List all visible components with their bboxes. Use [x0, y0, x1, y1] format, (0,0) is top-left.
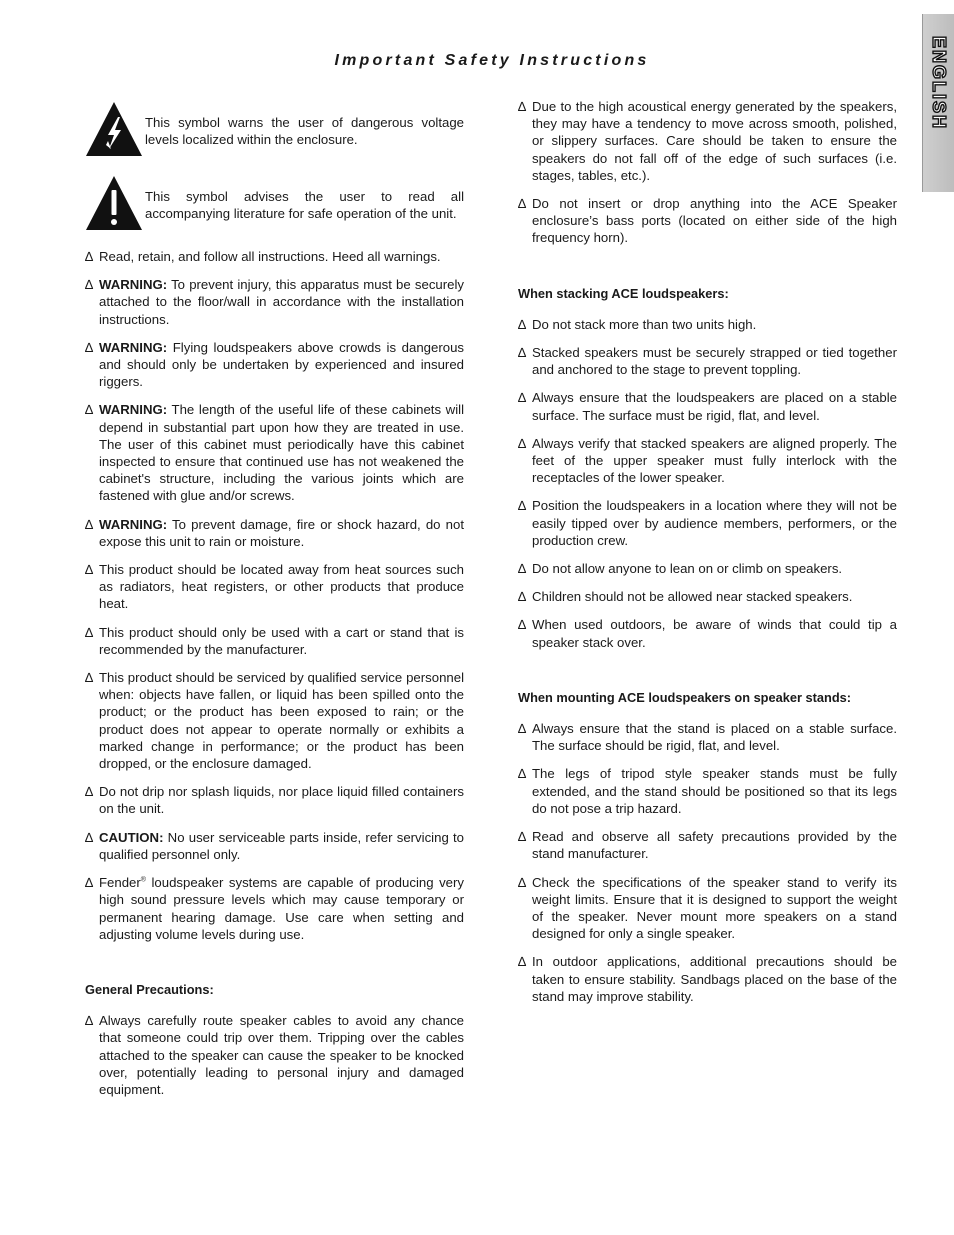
item-text: This product should only be used with a cart or stand that is recommended by the manufacturer.: [99, 624, 464, 657]
registered-mark: ®: [140, 876, 146, 884]
warning-label: WARNING:: [99, 516, 168, 532]
stacking-item: [518, 316, 897, 333]
bullet-triangle: ∆: [518, 99, 527, 114]
mounting-item: [518, 765, 897, 817]
symbol-literature-text: This symbol advises the user to read all accompanying literature for safe operation of the unit.: [145, 189, 464, 222]
item-text: The length of the useful life of these cabinets will depend in substantial part upon how they are treated in use. The user of this cabinet must periodically have this cabinet inspected to ensure that continued use has not weakened the cabinet's structure, including the various joints which are fastened with glue and/or screws.: [99, 402, 464, 504]
bullet-triangle: ∆: [85, 1013, 94, 1029]
bullet-triangle: ∆: [518, 196, 527, 212]
stacking-item: [518, 344, 897, 378]
language-tab: [922, 14, 954, 192]
safety-item: [85, 783, 464, 817]
bullet-triangle: ∆: [85, 402, 94, 418]
item-text: This product should be serviced by qualified service personnel when: objects have fallen, or liquid has been spilled onto the product; or the product has been exposed to rain; or the product does not appear to operate normally or exhibits a marked change in performance; or the product has been dropped, or the enclosure damaged.: [99, 670, 464, 772]
precaution-item: [518, 98, 897, 184]
precaution-item: [518, 195, 897, 247]
safety-item: [85, 339, 464, 391]
stacking-heading: When stacking ACE loudspeakers:: [518, 285, 729, 301]
bullet-triangle: ∆: [518, 721, 527, 737]
language-tab-label: ENGLISH: [929, 36, 949, 131]
precaution-item: [85, 1012, 464, 1098]
item-text: Always carefully route speaker cables to avoid any chance that someone could trip over them. Tripping over the cables attached to the speaker can cause the speaker to be knocked over, potentially leading to personal injury and damaged equipment.: [99, 1013, 464, 1097]
brand-name: Fender: [99, 875, 141, 891]
item-text: The legs of tripod style speaker stands must be fully extended, and the stand should be positioned so that its legs do not pose a trip hazard.: [532, 766, 897, 816]
bullet-triangle: ∆: [85, 339, 94, 355]
item-text: Position the loudspeakers in a location where they will not be easily tipped over by audience members, performers, or the production crew.: [532, 498, 897, 548]
bullet-triangle: ∆: [518, 766, 527, 782]
item-text: Flying loudspeakers above crowds is dangerous and should only be undertaken by experienced and insured riggers.: [99, 339, 464, 390]
general-precautions-heading: General Precautions:: [85, 981, 214, 997]
bullet-triangle: ∆: [85, 670, 94, 686]
bullet-triangle: ∆: [85, 249, 94, 264]
fender-spl-item: [85, 874, 464, 943]
bullet-triangle: ∆: [518, 345, 527, 361]
stacking-item: [518, 616, 897, 650]
mounting-item: [518, 828, 897, 862]
bullet-triangle: ∆: [85, 624, 94, 640]
bullet-triangle: ∆: [518, 498, 527, 514]
safety-item: [85, 669, 464, 772]
bullet-triangle: ∆: [85, 277, 94, 293]
warning-label: WARNING:: [99, 277, 168, 293]
item-text: No user serviceable parts inside, refer servicing to qualified personnel only.: [99, 829, 464, 862]
safety-item: [85, 516, 464, 550]
stacking-item: [518, 497, 897, 549]
bullet-triangle: ∆: [518, 390, 527, 406]
page-title: Important Safety Instructions: [334, 52, 650, 69]
safety-item: [85, 829, 464, 863]
mounting-item: [518, 874, 897, 943]
bullet-triangle: ∆: [518, 316, 527, 332]
item-text: Due to the high acoustical energy generated by the speakers, they may have a tendency to move across smooth, polished, or slippery surfaces. Care should be taken to ensure the speakers do not fall off of the edge of such surfaces (i.e. stages, tables, etc.).: [532, 99, 897, 183]
bullet-triangle: ∆: [518, 435, 527, 451]
item-text: This product should be located away from heat sources such as radiators, heat registers, or other products that produce heat.: [99, 562, 464, 612]
stacking-item: [518, 588, 897, 605]
item-text: To prevent damage, fire or shock hazard, do not expose this unit to rain or moisture.: [99, 516, 464, 549]
left-column: [85, 100, 464, 1109]
item-text: When used outdoors, be aware of winds that could tip a speaker stack over.: [532, 617, 897, 650]
item-text: In outdoor applications, additional precautions should be taken to ensure stability. Sandbags placed on the base of the stand may improve stability.: [532, 954, 897, 1004]
safety-item: [85, 624, 464, 658]
warning-label: WARNING:: [99, 339, 168, 355]
symbol-literature: [85, 174, 464, 232]
safety-item: [85, 276, 464, 328]
bullet-triangle: ∆: [518, 617, 527, 633]
item-text: loudspeaker systems are capable of producing very high sound pressure levels which may cause temporary or permanent hearing damage. Use care when setting and adjusting volume levels during use.: [99, 875, 464, 942]
bullet-triangle: ∆: [518, 954, 527, 970]
safety-item: [85, 248, 464, 265]
symbol-voltage-text: This symbol warns the user of dangerous voltage levels localized within the enclosure.: [145, 115, 464, 148]
warning-label: CAUTION:: [99, 829, 164, 845]
safety-item: [85, 561, 464, 613]
bullet-triangle: ∆: [85, 784, 94, 800]
right-column: [518, 98, 897, 1016]
exclamation-warning-icon: [85, 174, 143, 232]
mounting-item: [518, 720, 897, 754]
item-text: Do not drip nor splash liquids, nor place liquid filled containers on the unit.: [99, 784, 464, 817]
item-text: Check the specifications of the speaker stand to verify its weight limits. Ensure that it is designed to support the weight of the speaker. Never mount more speakers on a stand designed for only a single speaker.: [532, 874, 897, 942]
item-text: Read, retain, and follow all instructions. Heed all warnings.: [99, 249, 441, 264]
item-text: Always ensure that the stand is placed on a stable surface. The surface should be rigid, flat, and level.: [532, 721, 897, 754]
mounting-heading: When mounting ACE loudspeakers on speaker stands:: [518, 689, 852, 705]
stacking-item: [518, 560, 897, 577]
item-text: Always ensure that the loudspeakers are placed on a stable surface. The surface must be rigid, flat, and level.: [532, 390, 897, 423]
bullet-triangle: ∆: [518, 829, 527, 845]
bullet-triangle: ∆: [518, 589, 527, 605]
item-text: Stacked speakers must be securely strapped or tied together and anchored to the stage to prevent toppling.: [532, 345, 897, 378]
item-text: Always verify that stacked speakers are aligned properly. The feet of the upper speaker must fully interlock with the receptacles of the lower speaker.: [532, 435, 897, 486]
stacking-item: [518, 435, 897, 487]
warning-label: WARNING:: [99, 402, 168, 418]
item-text: Children should not be allowed near stacked speakers.: [532, 589, 853, 605]
stacking-item: [518, 389, 897, 423]
bullet-triangle: ∆: [518, 561, 527, 577]
symbol-voltage: [85, 100, 464, 158]
item-text: Do not stack more than two units high.: [532, 316, 757, 332]
item-text: Do not insert or drop anything into the ACE Speaker enclosure’s bass ports (located on either side of the high frequency horn).: [532, 196, 897, 246]
mounting-item: [518, 953, 897, 1005]
safety-item: [85, 401, 464, 504]
bullet-triangle: ∆: [85, 829, 94, 845]
bullet-triangle: ∆: [85, 562, 94, 578]
bullet-triangle: ∆: [518, 874, 527, 890]
item-text: Do not allow anyone to lean on or climb on speakers.: [532, 561, 843, 577]
lightning-warning-icon: [85, 100, 143, 158]
item-text: To prevent injury, this apparatus must be securely attached to the floor/wall in accordance with the installation instructions.: [99, 277, 464, 327]
item-text: Read and observe all safety precautions provided by the stand manufacturer.: [532, 829, 897, 862]
bullet-triangle: ∆: [85, 516, 94, 532]
bullet-triangle: ∆: [85, 875, 94, 891]
